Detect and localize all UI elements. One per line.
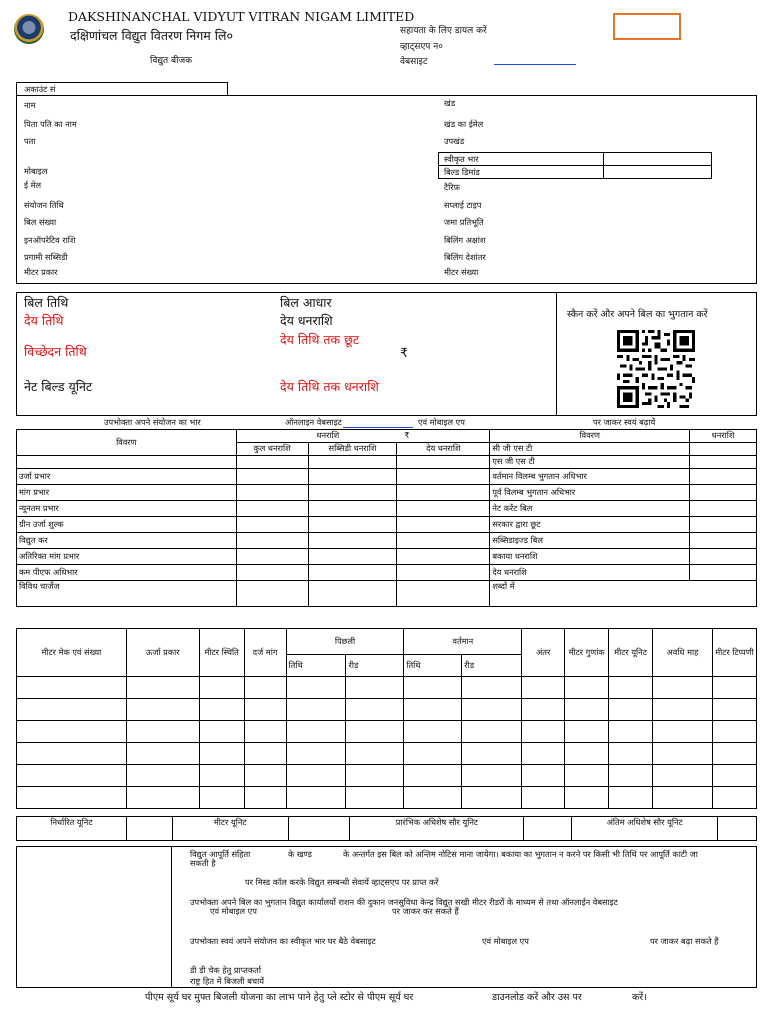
meter-header: मीटर गुणांक	[565, 629, 609, 677]
notice-text: राष्ट्र हित में बिजली बचायें	[190, 976, 264, 986]
table-cell	[236, 581, 308, 607]
consumer-label: खंड का ईमेल	[444, 119, 484, 129]
footer-text: पीएम सूर्य घर मुफ्त बिजली योजना का लाभ पाने हेतु प्ले स्टोर से पीएम सूर्य घर	[145, 992, 414, 1003]
table-cell	[397, 549, 490, 565]
rebate-label: देय तिथि तक छूट	[280, 332, 360, 347]
net-units-label: नेट बिल्ड यूनिट	[24, 379, 93, 394]
date-subheader: तिथि	[286, 655, 346, 677]
charge-row-label: विद्युत कर	[17, 533, 237, 549]
consumer-label: संयोजन तिथि	[24, 200, 64, 210]
right-row-label: सरकार द्वारा छूट	[490, 517, 690, 533]
bill-date-label: बिल तिथि	[24, 295, 69, 310]
table-cell	[308, 549, 397, 565]
bill-basis-label: बिल आधार	[280, 295, 332, 310]
charge-row-label: उर्जा प्रभार	[17, 469, 237, 485]
table-cell	[236, 485, 308, 501]
right-amount-header: धनराशि	[690, 430, 757, 443]
right-row-label: सी जी एस टी	[490, 443, 690, 456]
consumer-label: खंड	[444, 98, 456, 108]
meter-header: मीटर स्थिति	[199, 629, 244, 677]
notice-text: डी डी चेक हेतु प्राप्तकर्ता	[190, 965, 261, 975]
meter-row	[17, 721, 757, 743]
rupee-symbol: ₹	[404, 430, 410, 441]
charge-row-label: न्यूनतम प्रभार	[17, 501, 237, 517]
divider	[171, 846, 172, 988]
company-name-en: DAKSHINANCHAL VIDYUT VITRAN NIGAM LIMITED	[68, 9, 415, 24]
right-row-label: वर्तमान विलम्ब भुगतान अधिभार	[490, 469, 690, 485]
meter-table	[16, 628, 757, 809]
right-row-label: बकाया धनराशि	[490, 549, 690, 565]
table-cell	[690, 501, 757, 517]
disconnect-date-label: विच्छेदन तिथि	[24, 344, 87, 359]
notices-section	[16, 846, 757, 988]
account-label: अकाउंट सं	[24, 84, 56, 94]
consumer-label: मीटर प्रकार	[24, 267, 58, 277]
right-row-label: सब्सिडाइज्ड बिल	[490, 533, 690, 549]
notice-text: पर जाकर कर सकते हैं	[392, 906, 459, 916]
meter-row	[17, 699, 757, 721]
date-subheader: तिथि	[404, 655, 462, 677]
table-cell	[308, 533, 397, 549]
consumer-label: बिल्ड डिमांड	[444, 167, 480, 177]
load-line-text: एवं मोबाइल एप	[418, 417, 465, 427]
charge-row-label: अतिरिक्त मांग प्रभार	[17, 549, 237, 565]
notice-text: एवं मोबाइल एप	[210, 906, 257, 916]
table-cell	[308, 485, 397, 501]
right-row-label: देय धनराशि	[490, 565, 690, 581]
company-logo	[14, 14, 44, 44]
load-line-text: ऑनलाइन वेबसाइट	[285, 417, 342, 427]
divider	[603, 152, 604, 179]
consumer-label: टैरिफ़	[444, 182, 460, 192]
charge-row-label: कम पीएफ अधिभार	[17, 565, 237, 581]
charge-row-label: मांग प्रभार	[17, 485, 237, 501]
table-cell	[690, 469, 757, 485]
table-cell	[236, 549, 308, 565]
table-cell	[308, 456, 397, 469]
table-cell	[397, 456, 490, 469]
website-link[interactable]	[343, 427, 413, 428]
table-cell	[397, 501, 490, 517]
final-solar-label: अंतिम अधिशेष सौर यूनिट	[572, 817, 718, 841]
initial-solar-label: प्रारंभिक अधिशेष सौर यूनिट	[350, 817, 524, 841]
table-cell	[397, 485, 490, 501]
highlight-box	[613, 13, 681, 40]
consumer-label: पता	[24, 136, 36, 146]
right-row-label: एस जी एस टी	[490, 456, 690, 469]
table-cell	[690, 549, 757, 565]
table-cell	[236, 517, 308, 533]
right-row-label: पूर्व विलम्ब भुगतान अधिभार	[490, 485, 690, 501]
meter-header: ऊर्जा प्रकार	[126, 629, 199, 677]
consumer-label: उपखंड	[444, 136, 465, 146]
meter-header: मीटर टिप्पणी	[712, 629, 756, 677]
charges-amount-header: धनराशि ₹	[236, 430, 490, 443]
table-cell	[308, 581, 397, 607]
meter-row	[17, 787, 757, 809]
total-amount-header: कुल धनराशि	[236, 443, 308, 456]
table-cell	[308, 501, 397, 517]
consumer-label: जमा प्रतिभूति	[444, 217, 484, 227]
table-cell	[397, 581, 490, 607]
bill-title: विद्युत बीजक	[150, 56, 193, 66]
footer-text: करें।	[632, 992, 647, 1003]
table-cell	[690, 533, 757, 549]
subsidy-amount-header: सब्सिडी धनराशि	[308, 443, 397, 456]
consumer-label: बिल संख्या	[24, 217, 57, 227]
load-line-text: उपभोक्ता अपने संयोजन का भार	[104, 417, 201, 427]
table-cell	[236, 456, 308, 469]
rupee-symbol: ₹	[400, 345, 408, 360]
consumer-label: प्रगामी सब्सिडी	[24, 252, 68, 262]
table-cell	[718, 817, 757, 841]
amount-in-words: शब्दों में	[490, 581, 757, 607]
units-table	[16, 816, 757, 841]
table-cell	[690, 565, 757, 581]
notice-text: पर मिस्ड कॉल करके विद्युत सम्बन्धी सेवायें व्हाट्सएप पर प्राप्त करें	[245, 877, 439, 887]
table-cell	[397, 469, 490, 485]
notice-text: उपभोक्ता स्वयं अपने संयोजन का स्वीकृत भार घर बैठे वेबसाइट	[190, 936, 376, 946]
meter-row	[17, 677, 757, 699]
notice-text: के अन्तर्गत इस बिल को अन्तिम नोटिस माना जायेगा। बकाया का भुगतान न करने पर किसी भी तिथि पर आपूर्ति काटी जा	[343, 849, 698, 859]
notice-text: पर जाकर बढ़ा सकते हैं	[650, 936, 719, 946]
table-cell	[126, 817, 172, 841]
table-cell	[690, 517, 757, 533]
table-cell	[690, 456, 757, 469]
consumer-label: मीटर संख्या	[444, 267, 479, 277]
consumer-label: बिलिंग अक्षांश	[444, 235, 486, 245]
table-cell	[17, 456, 237, 469]
reading-subheader: रीड	[462, 655, 522, 677]
notice-text: के खण्ड	[288, 849, 312, 859]
meter-header: अंतर	[522, 629, 565, 677]
right-desc-header: विवरण	[490, 430, 690, 443]
helpline-label: सहायता के लिए डायल करें	[400, 26, 487, 36]
table-cell	[288, 817, 350, 841]
divider	[556, 292, 557, 416]
reading-subheader: रीड	[346, 655, 404, 677]
notice-text: उपभोक्ता अपने बिल का भुगतान विद्युत कार्यालयों राशन की दुकान जनसुविधा केन्द्र विद्युत सखी मीटर रीडरों के माध्यम से तथा ऑनलाईन वेबसाइट	[190, 897, 618, 907]
consumer-label: पिता पति का नाम	[24, 119, 77, 129]
consumer-label: इनऑपरेटिव राशि	[24, 235, 76, 245]
website-label: वेबसाइट	[400, 57, 428, 67]
table-cell	[397, 517, 490, 533]
payment-qr-code[interactable]	[616, 330, 696, 408]
company-name-hi: दक्षिणांचल विद्युत वितरण निगम लि०	[70, 28, 233, 43]
meter-row	[17, 743, 757, 765]
meter-row	[17, 765, 757, 787]
consumer-label: ई मेल	[24, 180, 42, 190]
table-cell	[236, 565, 308, 581]
table-cell	[690, 443, 757, 456]
charges-table	[16, 429, 757, 607]
whatsapp-label: व्हाट्सएप न०	[400, 42, 443, 52]
meter-header: मीटर यूनिट	[609, 629, 653, 677]
meter-header: दर्ज मांग	[244, 629, 286, 677]
website-link[interactable]	[494, 64, 576, 65]
scan-text: स्कैन करें और अपने बिल का भुगतान करें	[567, 309, 708, 320]
table-cell	[397, 533, 490, 549]
charge-row-label: विविध चार्जेज	[17, 581, 237, 607]
table-cell	[236, 469, 308, 485]
consumer-label: स्वीकृत भार	[444, 154, 479, 164]
assessed-units-label: निर्धारित यूनिट	[17, 817, 127, 841]
meter-header: वर्तमान	[404, 629, 522, 655]
meter-header: पिछली	[286, 629, 404, 655]
due-amount-label: देय धनराशि	[280, 313, 333, 328]
table-cell	[397, 565, 490, 581]
notice-text: विद्युत आपूर्ति संहिता	[190, 849, 251, 859]
consumer-label: मोबाइल	[24, 166, 48, 176]
footer-text: डाउनलोड करें और उस पर	[492, 992, 582, 1003]
table-cell	[236, 533, 308, 549]
amount-till-due-label: देय तिथि तक धनराशि	[280, 379, 379, 394]
table-cell	[308, 565, 397, 581]
consumer-label: सप्लाई टाइप	[444, 200, 482, 210]
charge-row-label: ग्रीन उर्जा शुल्क	[17, 517, 237, 533]
charges-desc-header: विवरण	[17, 430, 237, 456]
notice-text: एवं मोबाइल एप	[482, 936, 529, 946]
right-row-label: नेट करेंट बिल	[490, 501, 690, 517]
table-cell	[690, 485, 757, 501]
due-date-label: देय तिथि	[24, 313, 64, 328]
meter-units-label: मीटर यूनिट	[172, 817, 288, 841]
consumer-label: नाम	[24, 100, 36, 110]
consumer-label: बिलिंग देशांतर	[444, 252, 486, 262]
payable-amount-header: देय धनराशि	[397, 443, 490, 456]
table-cell	[524, 817, 572, 841]
divider	[438, 165, 712, 166]
meter-header: मीटर मेक एवं संख्या	[17, 629, 127, 677]
table-cell	[308, 517, 397, 533]
table-cell	[236, 501, 308, 517]
notice-text: सकती है	[190, 858, 216, 868]
table-cell	[308, 469, 397, 485]
consumer-details-section	[16, 95, 757, 284]
load-line-text: पर जाकर स्वयं बढ़ायें	[593, 417, 656, 427]
meter-header: अवधि माह	[653, 629, 713, 677]
